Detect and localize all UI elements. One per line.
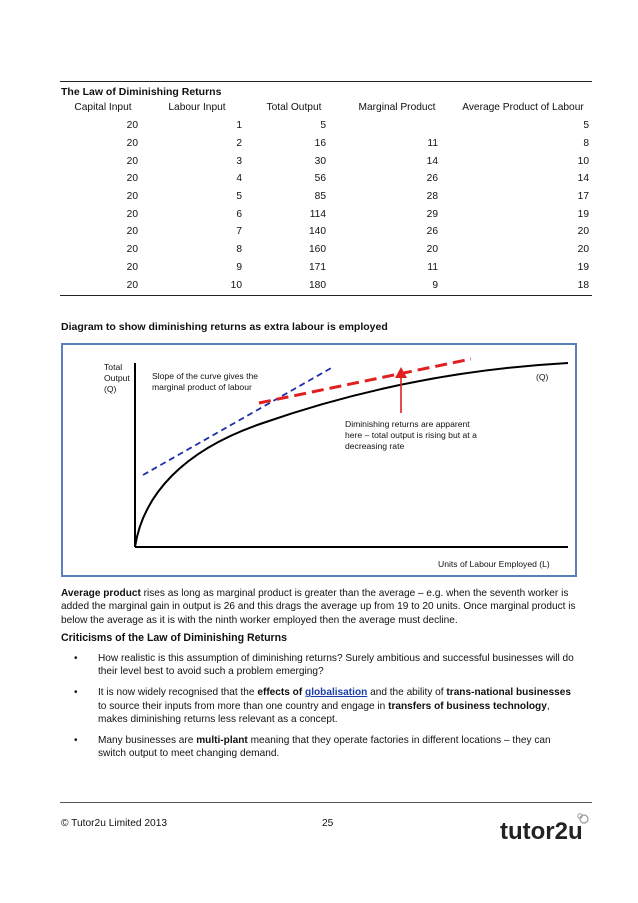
- criticisms-list: [61, 652, 581, 768]
- globalisation-link[interactable]: globalisation: [305, 687, 368, 699]
- table-row: [60, 205, 592, 223]
- diagram-frame: [61, 343, 577, 577]
- diagram-canvas: [63, 345, 575, 575]
- cell-average-product: 19: [577, 261, 589, 273]
- table-row: [60, 259, 592, 277]
- cell-capital-input: 20: [126, 279, 138, 291]
- item2-bold-2: trans-national businesses: [446, 687, 571, 699]
- tutor2u-logo: [500, 812, 590, 846]
- slope-annotation-line1: Slope of the curve gives the: [152, 371, 259, 381]
- item3-text-1: Many businesses are: [98, 735, 197, 747]
- cell-capital-input: 20: [126, 191, 138, 203]
- diminishing-annotation-line3: decreasing rate: [345, 441, 405, 451]
- table-top-rule: [60, 81, 592, 82]
- footer-copyright: © Tutor2u Limited 2013: [61, 818, 168, 829]
- cell-labour-input: 8: [236, 244, 242, 256]
- cell-marginal-product: 14: [426, 155, 438, 167]
- cell-average-product: 5: [583, 120, 589, 132]
- slope-annotation-line2: marginal product of labour: [152, 382, 252, 392]
- cell-total-output: 160: [309, 244, 326, 256]
- table-header-row: [60, 100, 592, 117]
- cell-average-product: 10: [577, 155, 589, 167]
- cell-capital-input: 20: [126, 244, 138, 256]
- diminishing-annotation-line1: Diminishing returns are apparent: [345, 419, 470, 429]
- average-product-paragraph: [61, 587, 591, 627]
- cell-total-output: 85: [314, 191, 326, 203]
- cell-labour-input: 3: [236, 155, 242, 167]
- col-total-output: Total Output: [266, 102, 322, 113]
- diminishing-annotation: [345, 419, 515, 452]
- cell-total-output: 56: [314, 173, 326, 185]
- page-number: 25: [322, 818, 334, 829]
- y-axis-label-line3: (Q): [104, 384, 117, 394]
- cell-labour-input: 10: [230, 279, 242, 291]
- criticisms-title: Criticisms of the Law of Diminishing Returns: [61, 632, 288, 644]
- cell-marginal-product: 29: [426, 208, 438, 220]
- item2-text-3: to source their inputs from more than one country and engage in: [98, 700, 389, 712]
- bullet-glyph: •: [74, 687, 78, 699]
- cell-marginal-product: 28: [426, 191, 438, 203]
- curve-label: (Q): [536, 372, 549, 382]
- diminishing-returns-table: [60, 100, 592, 294]
- cell-marginal-product: 11: [427, 138, 438, 150]
- cell-marginal-product: 26: [426, 173, 438, 185]
- list-item: [61, 734, 581, 760]
- table-row: [60, 276, 592, 294]
- cell-capital-input: 20: [126, 138, 138, 150]
- item2-text-1: It is now widely recognised that the: [98, 687, 258, 699]
- table-row: [60, 117, 592, 135]
- criticism-item-2: [98, 687, 571, 724]
- list-item: [61, 686, 581, 726]
- table-row: [60, 170, 592, 188]
- col-average-product: Average Product of Labour: [462, 102, 584, 113]
- item2-bold-3: transfers of business technology: [388, 700, 547, 712]
- y-axis-label-line1: Total: [104, 362, 123, 372]
- table-row: [60, 241, 592, 259]
- item2-text-2: and the ability of: [367, 687, 447, 699]
- cell-labour-input: 5: [236, 191, 242, 203]
- cell-labour-input: 6: [236, 208, 242, 220]
- cell-total-output: 140: [309, 226, 326, 238]
- cell-labour-input: 4: [236, 173, 242, 185]
- cell-marginal-product: 11: [427, 261, 438, 273]
- table-row: [60, 135, 592, 153]
- table-title: The Law of Diminishing Returns: [61, 86, 222, 98]
- cell-total-output: 171: [309, 261, 326, 273]
- cell-average-product: 18: [577, 279, 589, 291]
- cell-labour-input: 2: [236, 138, 242, 150]
- item2-bold-1: effects of: [257, 687, 306, 699]
- cell-total-output: 180: [309, 279, 326, 291]
- y-axis-label-line2: Output: [104, 373, 130, 383]
- item2-text-4: , makes diminishing returns less relevant as a concept.: [98, 700, 550, 725]
- logo-text: tutor2u: [500, 818, 583, 845]
- item3-bold-1: multi-plant: [196, 735, 248, 747]
- cell-capital-input: 20: [126, 155, 138, 167]
- cell-labour-input: 1: [236, 120, 242, 132]
- cell-capital-input: 20: [126, 208, 138, 220]
- table-row: [60, 223, 592, 241]
- y-axis-label: [104, 362, 130, 395]
- cell-average-product: 17: [577, 191, 589, 203]
- list-item: [61, 652, 581, 678]
- footer-rule: [60, 802, 592, 803]
- col-labour-input: Labour Input: [168, 102, 226, 113]
- x-axis-label: Units of Labour Employed (L): [438, 559, 550, 569]
- cell-average-product: 19: [577, 208, 589, 220]
- slope-annotation: [152, 371, 258, 393]
- item3-text-2: meaning that they operate factories in different locations – they can switch output to meet changing demand.: [98, 735, 551, 760]
- table-bottom-rule: [60, 295, 592, 296]
- cell-labour-input: 7: [236, 226, 242, 238]
- bullet-glyph: •: [74, 653, 78, 664]
- col-marginal-product: Marginal Product: [358, 102, 436, 113]
- criticism-item-3: [98, 735, 551, 759]
- paragraph-lead: Average product: [61, 588, 141, 599]
- late-tangent-line: [259, 359, 471, 403]
- cell-marginal-product: 26: [426, 226, 438, 238]
- cell-average-product: 8: [583, 138, 589, 150]
- cell-capital-input: 20: [126, 173, 138, 185]
- diminishing-annotation-line2: here – total output is rising but at a: [345, 430, 477, 440]
- paragraph-text: rises as long as marginal product is greater than the average – e.g. when the seventh worker is added the marginal gain in output is 26 and this drags the average up from 19 to 20 units. Once marginal product is below the average as it is with the ninth worker employed then the average must decline.: [61, 588, 576, 626]
- criticism-item-1: How realistic is this assumption of diminishing returns? Surely ambitious and successful businesses will do their level best to avoid such a problem emerging?: [98, 653, 574, 678]
- cell-labour-input: 9: [236, 261, 242, 273]
- col-capital-input: Capital Input: [74, 102, 132, 113]
- cell-marginal-product: 20: [426, 244, 438, 256]
- table-row: [60, 152, 592, 170]
- cell-average-product: 20: [577, 226, 589, 238]
- cell-total-output: 30: [314, 155, 326, 167]
- cell-marginal-product: [340, 117, 454, 135]
- cell-total-output: 5: [320, 120, 326, 132]
- table-row: [60, 188, 592, 206]
- cell-average-product: 14: [577, 173, 589, 185]
- cell-average-product: 20: [577, 244, 589, 256]
- cell-marginal-product: 9: [432, 279, 438, 291]
- cell-total-output: 114: [309, 208, 326, 220]
- cell-capital-input: 20: [126, 226, 138, 238]
- cell-capital-input: 20: [126, 120, 138, 132]
- cell-capital-input: 20: [126, 261, 138, 273]
- cell-total-output: 16: [314, 138, 326, 150]
- bullet-glyph: •: [74, 735, 78, 747]
- diagram-title: Diagram to show diminishing returns as extra labour is employed: [61, 321, 388, 333]
